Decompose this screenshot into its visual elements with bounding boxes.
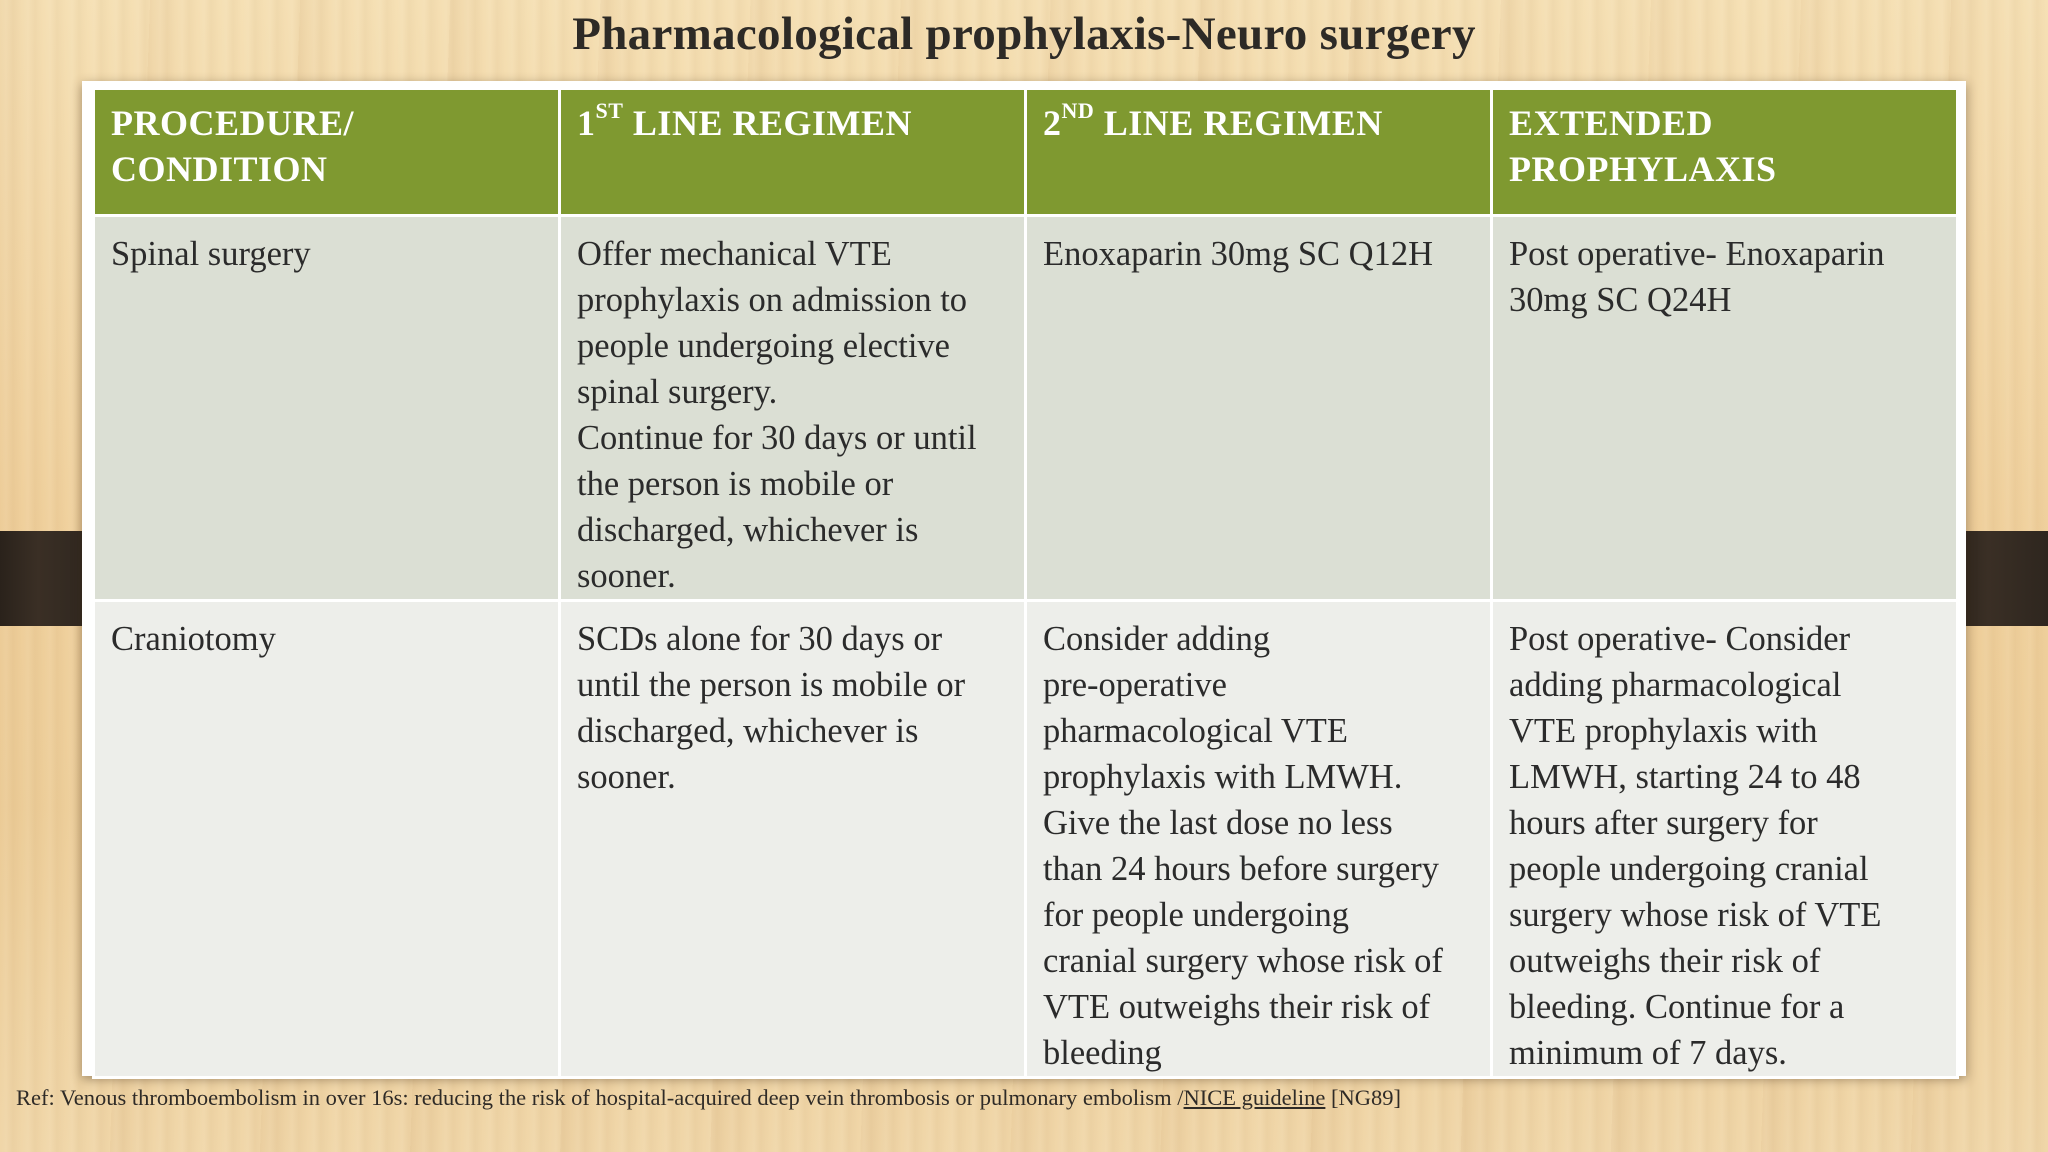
- header-ordinal-number: 1: [577, 103, 596, 143]
- cell-second-line: [1026, 601, 1492, 1078]
- cell-line: pre-operative: [1043, 666, 1227, 704]
- reference-text: Ref: Venous thromboembolism in over 16s: reducing the risk of hospital-acquired deep vein thrombosis or pulmonary embolism /: [16, 1085, 1184, 1110]
- header-extended-prophylaxis: [1492, 89, 1958, 216]
- left-dark-band: [0, 531, 95, 626]
- cell-line: Spinal surgery: [111, 235, 311, 273]
- cell-line: sooner.: [577, 758, 676, 796]
- cell-line: people undergoing cranial: [1509, 850, 1869, 888]
- cell-line: VTE outweighs their risk of: [1043, 988, 1431, 1026]
- cell-line: for people undergoing: [1043, 896, 1349, 934]
- cell-line: discharged, whichever is: [577, 712, 919, 750]
- cell-line: SCDs alone for 30 days or: [577, 620, 943, 658]
- reference-code: [NG89]: [1325, 1085, 1401, 1110]
- cell-line: until the person is mobile or: [577, 666, 966, 704]
- header-ordinal-number: 2: [1043, 103, 1062, 143]
- cell-line: outweighs their risk of: [1509, 942, 1821, 980]
- header-line: EXTENDED: [1509, 103, 1714, 143]
- cell-line: surgery whose risk of VTE: [1509, 896, 1882, 934]
- cell-line: Post operative- Consider: [1509, 620, 1851, 658]
- cell-second-line: [1026, 216, 1492, 601]
- header-row: [94, 89, 1958, 216]
- header-label: LINE REGIMEN: [623, 103, 912, 143]
- cell-line: Give the last dose no less: [1043, 804, 1393, 842]
- cell-line: Post operative- Enoxaparin: [1509, 235, 1885, 273]
- cell-line: Enoxaparin 30mg SC Q12H: [1043, 235, 1434, 273]
- header-second-line-regimen: [1026, 89, 1492, 216]
- header-first-line-regimen: [560, 89, 1026, 216]
- cell-extended: [1492, 601, 1958, 1078]
- reference-footnote: [16, 1084, 1401, 1112]
- cell-first-line: [560, 216, 1026, 601]
- header-label: LINE REGIMEN: [1094, 103, 1383, 143]
- cell-line: Craniotomy: [111, 620, 276, 658]
- nice-guideline-link[interactable]: NICE guideline: [1183, 1085, 1326, 1110]
- cell-line: minimum of 7 days.: [1509, 1034, 1787, 1072]
- cell-line: prophylaxis with LMWH.: [1043, 758, 1403, 796]
- table-card: [82, 81, 1966, 1076]
- cell-line: discharged, whichever is: [577, 511, 919, 549]
- cell-line: LMWH, starting 24 to 48: [1509, 758, 1861, 796]
- header-line: PROPHYLAXIS: [1509, 149, 1777, 189]
- cell-line: cranial surgery whose risk of: [1043, 942, 1443, 980]
- header-ordinal-suffix: ST: [595, 98, 624, 123]
- table-row-craniotomy: [94, 601, 1958, 1078]
- cell-extended: [1492, 216, 1958, 601]
- header-ordinal-suffix: ND: [1061, 98, 1095, 123]
- header-procedure-condition: [94, 89, 560, 216]
- cell-line: bleeding. Continue for a: [1509, 988, 1845, 1026]
- header-line: PROCEDURE/: [111, 103, 355, 143]
- cell-procedure: [94, 601, 560, 1078]
- cell-line: 30mg SC Q24H: [1509, 281, 1732, 319]
- slide-title: Pharmacological prophylaxis-Neuro surgery: [572, 8, 1476, 60]
- cell-line: sooner.: [577, 557, 676, 595]
- cell-line: VTE prophylaxis with: [1509, 712, 1818, 750]
- cell-line: than 24 hours before surgery: [1043, 850, 1440, 888]
- cell-line: Continue for 30 days or until: [577, 419, 977, 457]
- cell-line: adding pharmacological: [1509, 666, 1842, 704]
- header-line: CONDITION: [111, 149, 328, 189]
- table-row-spinal-surgery: [94, 216, 1958, 601]
- cell-line: Consider adding: [1043, 620, 1271, 658]
- cell-line: bleeding: [1043, 1034, 1162, 1072]
- cell-line: the person is mobile or: [577, 465, 894, 503]
- prophylaxis-table: [92, 87, 1959, 1079]
- cell-line: hours after surgery for: [1509, 804, 1818, 842]
- cell-line: Offer mechanical VTE: [577, 235, 892, 273]
- cell-line: prophylaxis on admission to: [577, 281, 968, 319]
- cell-line: people undergoing elective: [577, 327, 950, 365]
- cell-first-line: [560, 601, 1026, 1078]
- cell-line: pharmacological VTE: [1043, 712, 1348, 750]
- cell-procedure: [94, 216, 560, 601]
- cell-line: spinal surgery.: [577, 373, 778, 411]
